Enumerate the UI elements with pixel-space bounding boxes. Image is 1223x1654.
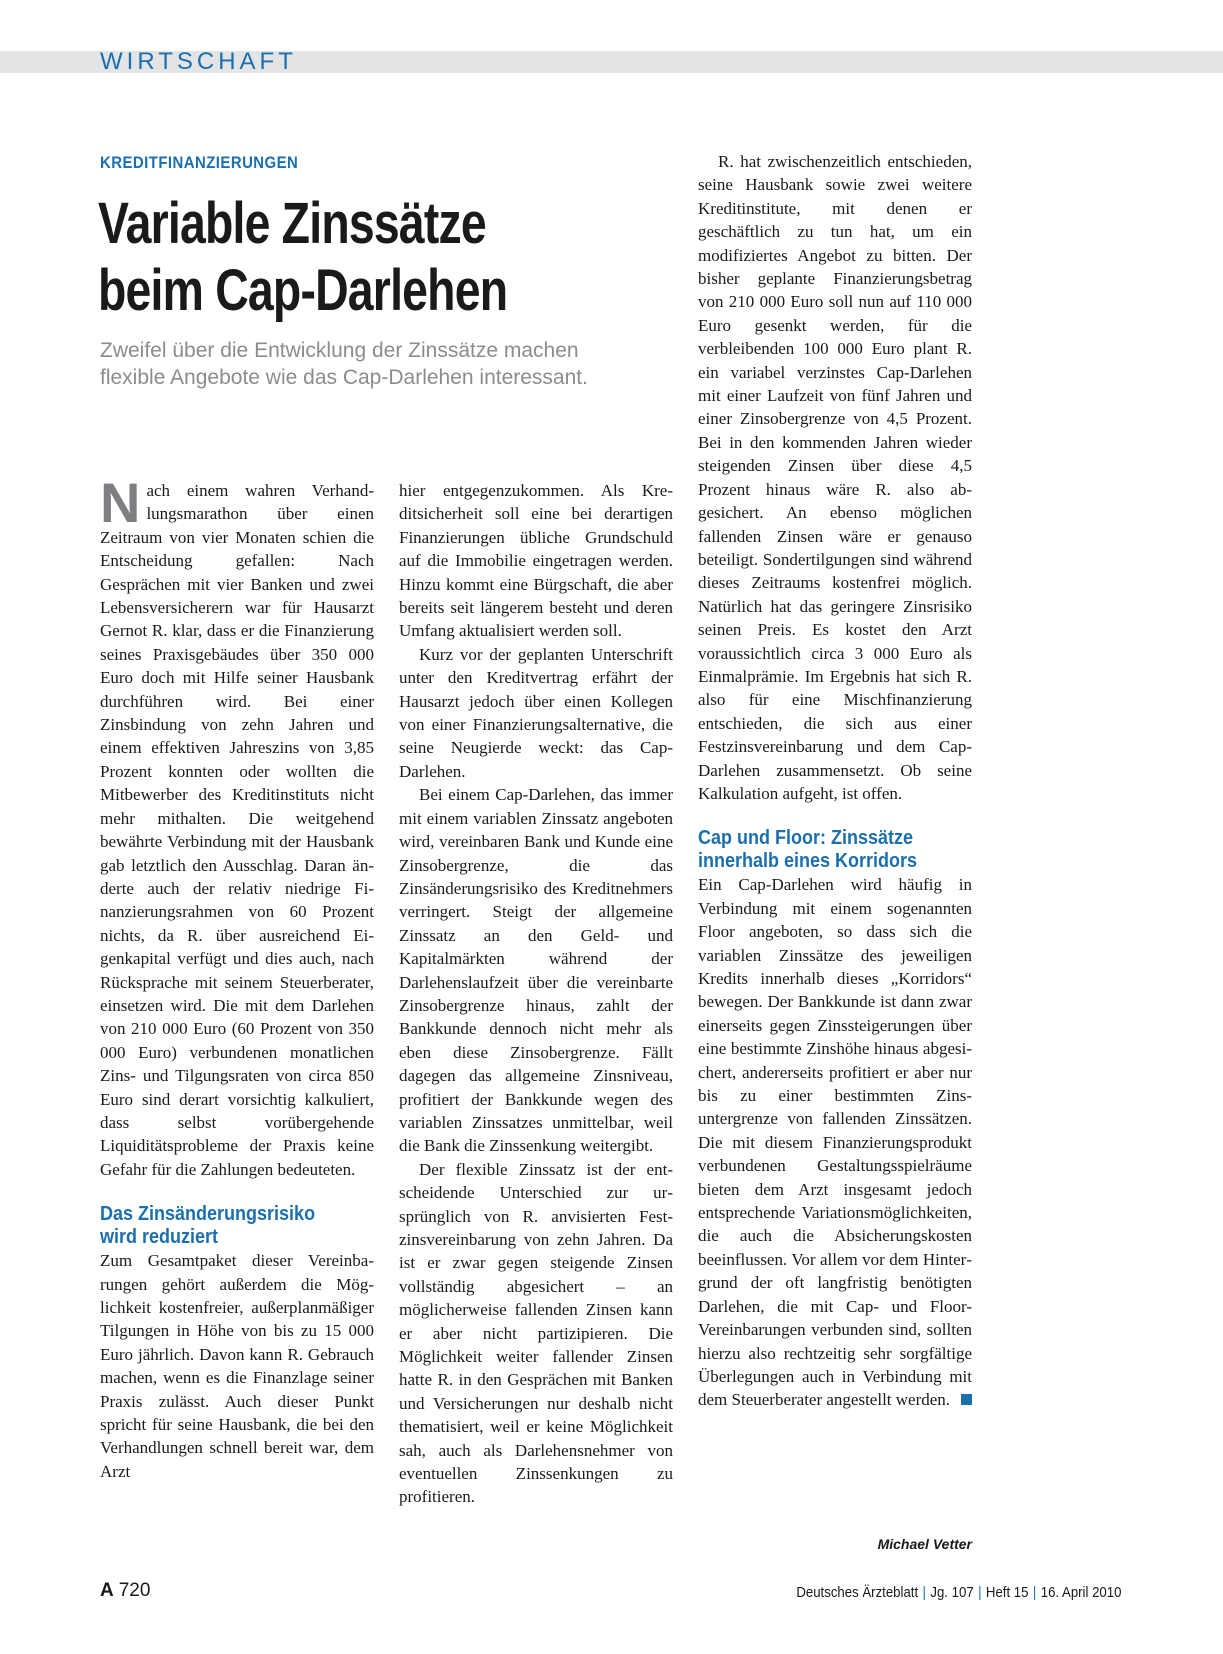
text-column-1 <box>100 471 374 1483</box>
footer-publication-info <box>796 1584 1121 1601</box>
paragraph: Der flexible Zinssatz ist der entscheidende Unterschied zur ursprünglich von R. anvisierten Festzinsvereinbarung von zehn Jahren. Da ist er zwar gegen steigende Zinsen vollständig abgesichert – an möglicherweise fallenden Zinsen kann er aber nicht partizipieren. Die Möglichkeit weiter fallender Zinsen hatte R. in den Gesprächen mit Banken und Versicherungen nur deshalb nicht thematisiert, weil er keine Möglichkeit sah, auch als Darlehensnehmer von eventuellen Zinssenkungen zu profitieren. <box>399 1159 673 1507</box>
author-byline: Michael Vetter <box>877 1536 972 1552</box>
subheading-line-1: Cap und Floor: Zinssätze <box>698 827 914 850</box>
page-number <box>100 1580 150 1602</box>
journal-name: Deutsches Ärzteblatt <box>795 1584 918 1601</box>
article-title <box>98 190 546 324</box>
page-prefix: A <box>100 1580 114 1601</box>
paragraph: Kurz vor der geplanten Unterschrift unter den Kreditvertrag erfährt der Hausarzt jedoch über einen Kollegen von einer Finanzierungsalternative, die seine Neugierde weckt: das Cap-Darlehen. <box>399 644 673 781</box>
volume: Jg. 107 <box>929 1584 974 1601</box>
paragraph: Zum Gesamtpaket dieser Vereinbarungen gehört außerdem die Möglichkeit kostenfreier, außerplanmäßiger Tilgungen in Höhe von bis zu 15 000 Euro jährlich. Davon kann R. Gebrauch machen, wenn es die Finanzlage seiner Praxis zulässt. Auch dieser Punkt spricht für seine Hausbank, die bei den Verhandlungen schnell bereit war, dem Arzt <box>100 1251 374 1481</box>
subheading-line-2: wird reduziert <box>100 1226 219 1249</box>
article-kicker: KREDITFINANZIERUNGEN <box>100 153 299 172</box>
article-standfirst: Zweifel über die Entwicklung der Zinssätze machen flexible Angebote wie das Cap-Darlehen interessant. <box>100 339 588 389</box>
section-label: WIRTSCHAFT <box>100 48 297 75</box>
issue: Heft 15 <box>985 1584 1029 1601</box>
page-number-value: 720 <box>118 1580 151 1601</box>
subheading-line-2: innerhalb eines Korridors <box>698 850 918 873</box>
paragraph-text: ach einem wahren Verhandlungsmarathon über einen Zeitraum von vier Monaten schien die Entscheidung gefallen: Nach Gesprächen mit vier Banken und zwei Lebensversicherern war für Hausarzt Gernot R. klar, dass er die Finanzierung seines Praxisgebäudes über 350 000 Euro doch mit Hilfe seiner Hausbank durchführen wird. Bei einer Zinsbindung von zehn Jahren und einem effektiven Jahreszins von 3,85 Prozent konnten oder wollten die Mitbewerber des Kreditinstituts nicht mehr mithalten. Die weitgehend bewährte Verbindung mit der Hausbank gab letztlich den Ausschlag. Daran änderte auch der relativ niedrige Finanzierungsrahmen von 60 Prozent nichts, da R. über ausreichend Eigenkapital verfügt und dies auch, nach Rücksprache mit seinem Steuerberater, einsetzen wird. Die mit dem Darlehen von 210 000 Euro (60 Prozent von 350 000 Euro) verbundenen monatlichen Zins- und Tilgungsraten von circa 850 Euro sind derart vorsichtig kalkuliert, dass selbst vorübergehende Liquiditätsprobleme der Praxis keine Gefahr für die Zahlungen bedeuteten. <box>100 481 374 1179</box>
paragraph: hier entgegenzukommen. Als Kreditsicherheit soll eine bei derartigen Finanzierungen übliche Grundschuld auf die Immobilie eingetragen werden. Hinzu kommt eine Bürgschaft, die aber bereits seit längerem besteht und deren Umfang aktualisiert werden soll. <box>399 481 673 641</box>
text-column-3 <box>698 150 972 1412</box>
subheading <box>100 1203 370 1249</box>
paragraph <box>698 873 972 1411</box>
text-column-2 <box>399 479 673 1509</box>
issue-date: 16. April 2010 <box>1040 1584 1121 1601</box>
separator: | <box>977 1584 982 1601</box>
title-line-2: beim Cap-Darlehen <box>98 258 508 323</box>
drop-cap: N <box>100 471 141 534</box>
paragraph: Bei einem Cap-Darlehen, das immer mit einem variablen Zinssatz angeboten wird, vereinbaren Bank und Kunde eine Zinsobergrenze, die das Zinsänderungsrisiko des Kreditnehmers verringert. Steigt der allgemeine Zinssatz an den Geld- und Kapitalmärkten während der Darlehenslaufzeit über die vereinbarte Zinsobergrenze hinaus, zahlt der Bankkunde dennoch nicht mehr als eben diese Zinsobergrenze. Fällt dagegen das allgemeine Zinsniveau, profitiert der Bankkunde wegen des variablen Zinssatzes unmittelbar, weil die Bank die Zinssenkung weitergibt. <box>399 785 673 1156</box>
separator: | <box>1032 1584 1036 1601</box>
end-of-article-icon <box>961 1394 972 1405</box>
paragraph: R. hat zwischenzeitlich entschieden, seine Hausbank sowie zwei weitere Kreditinstitute, mit denen er geschäftlich zu tun hat, um ein modifiziertes Angebot zu bitten. Der bisher geplante Finanzierungsbetrag von 210 000 Euro soll nun auf 110 000 Euro gesenkt werden, für die verbleibenden 100 000 Euro plant R. ein variabel verzinstes Cap-Darlehen mit einer Laufzeit von fünf Jahren und einer Zinsobergrenze von 4,5 Prozent. Bei in den kommenden Jahren wieder steigenden Zinsen über diese 4,5 Prozent hinaus wäre R. also abgesichert. An ebenso möglichen fallenden Zinsen wäre er genauso beteiligt. Sondertilgungen sind während dieses Zeitraums kostenfrei möglich. Natürlich hat das geringere Zinsrisiko seinen Preis. Es kostet den Arzt voraussichtlich circa 3 000 Euro als Einmalprämie. Im Ergebnis hat sich R. also für eine Mischfinanzierung entschieden, die sich aus einer Festzinsvereinbarung und dem Cap-Darlehen zusammensetzt. Ob seine Kalkulation aufgeht, ist offen. <box>698 152 972 803</box>
subheading-line-1: Das Zinsänderungsrisiko <box>100 1203 316 1226</box>
subheading <box>698 827 968 873</box>
paragraph-text: Ein Cap-Darlehen wird häufig in Verbindung mit einem sogenannten Floor angeboten, so dass sich die variablen Zinssätze des jeweiligen Kredits innerhalb dieses „Korridors“ bewegen. Der Bankkunde ist dann zwar einerseits gegen Zinssteigerungen über eine bestimmte Zinshöhe hinaus abgesichert, andererseits profitiert er aber nur bis zu einer bestimmten Zinsuntergrenze von fallenden Zinssätzen. Die mit diesem Finanzierungsprodukt verbundenen Gestaltungsspielräume bieten dem Arzt insgesamt jedoch entsprechende Variationsmöglichkeiten, die auch die Absicherungskosten beeinflussen. Vor allem vor dem Hintergrund der oft langfristig benötigten Darlehen, die mit Cap- und Floor-Vereinbarungen verbunden sind, sollten hierzu also rechtzeitig sehr sorgfältige Überlegungen auch in Verbindung mit dem Steuerberater angestellt werden. <box>698 875 972 1410</box>
title-line-1: Variable Zinssätze <box>98 191 486 256</box>
separator: | <box>922 1584 926 1601</box>
paragraph <box>100 471 374 1181</box>
